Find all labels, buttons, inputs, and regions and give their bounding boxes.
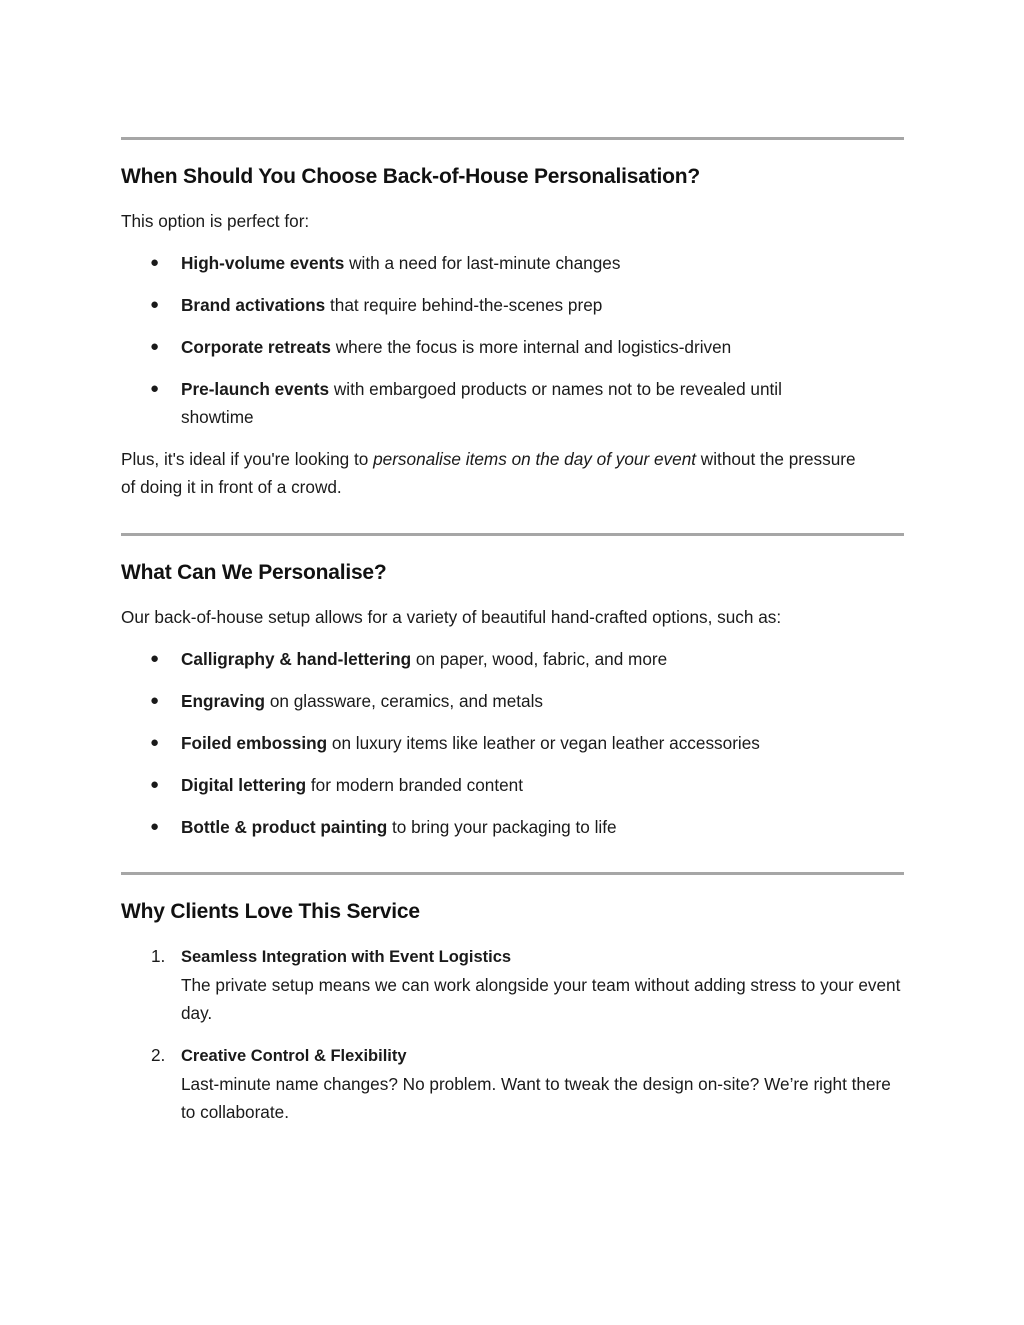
bullet-icon: ● — [150, 296, 160, 313]
bullet-icon: ● — [150, 692, 160, 709]
bullet-icon: ● — [150, 776, 160, 793]
section-heading: Why Clients Love This Service — [121, 900, 420, 923]
item-bold: Bottle & product painting — [181, 817, 388, 837]
item-text: for modern branded content — [306, 775, 524, 795]
item-text: that require behind-the-scenes prep — [325, 295, 603, 315]
item-body: The private setup means we can work alongside your team without adding stress to your event day. — [181, 975, 901, 1023]
list-item — [121, 813, 904, 841]
outro-text: Plus, it's ideal if you're looking to — [121, 449, 374, 469]
list-item — [121, 687, 904, 715]
item-bold: Corporate retreats — [181, 337, 331, 357]
item-body: Last-minute name changes? No problem. Want to tweak the design on-site? We’re right there to collaborate. — [181, 1074, 891, 1122]
list-item — [121, 291, 904, 319]
item-text: on luxury items like leather or vegan leather accessories — [327, 733, 760, 753]
bullet-icon: ● — [150, 254, 160, 271]
bullet-icon: ● — [150, 734, 160, 751]
bullet-icon: ● — [150, 338, 160, 355]
list-item — [121, 645, 904, 673]
item-title: Creative Control & Flexibility — [181, 1047, 407, 1065]
item-text: where the focus is more internal and logistics-driven — [330, 337, 732, 357]
item-text: to bring your packaging to life — [387, 817, 617, 837]
list-item — [121, 375, 846, 431]
list-item — [121, 942, 904, 1027]
section-intro: Our back-of-house setup allows for a variety of beautiful hand-crafted options, such as: — [121, 607, 782, 627]
section-intro: This option is perfect for: — [121, 211, 310, 231]
numbered-list — [121, 942, 904, 1126]
divider — [121, 872, 904, 875]
item-bold: Digital lettering — [181, 775, 307, 795]
section-heading: When Should You Choose Back-of-House Personalisation? — [121, 165, 701, 188]
divider — [121, 137, 904, 140]
item-title: Seamless Integration with Event Logistics — [181, 948, 512, 966]
outro-text: without the pressure of doing it in front of a crowd. — [121, 449, 856, 497]
section-heading: What Can We Personalise? — [121, 561, 387, 584]
bullet-icon: ● — [150, 380, 160, 397]
list-item — [121, 1041, 904, 1126]
bullet-list — [121, 249, 904, 431]
section-outro — [121, 445, 856, 501]
bullet-list — [121, 645, 904, 841]
item-bold: Calligraphy & hand-lettering — [181, 649, 412, 669]
divider — [121, 533, 904, 536]
list-number: 1. — [151, 946, 166, 966]
list-item — [121, 333, 904, 361]
item-bold: Pre-launch events — [181, 379, 330, 399]
outro-emphasis: personalise items on the day of your event — [373, 449, 697, 469]
item-bold: High-volume events — [181, 253, 345, 273]
item-text: with embargoed products or names not to be revealed until showtime — [181, 379, 782, 427]
item-bold: Engraving — [181, 691, 266, 711]
item-bold: Brand activations — [181, 295, 326, 315]
bullet-icon: ● — [150, 650, 160, 667]
item-text: with a need for last-minute changes — [344, 253, 621, 273]
item-bold: Foiled embossing — [181, 733, 328, 753]
bullet-icon: ● — [150, 818, 160, 835]
list-item — [121, 249, 904, 277]
list-item — [121, 771, 904, 799]
list-item — [121, 729, 904, 757]
item-text: on paper, wood, fabric, and more — [411, 649, 668, 669]
item-text: on glassware, ceramics, and metals — [265, 691, 544, 711]
list-number: 2. — [151, 1045, 166, 1065]
